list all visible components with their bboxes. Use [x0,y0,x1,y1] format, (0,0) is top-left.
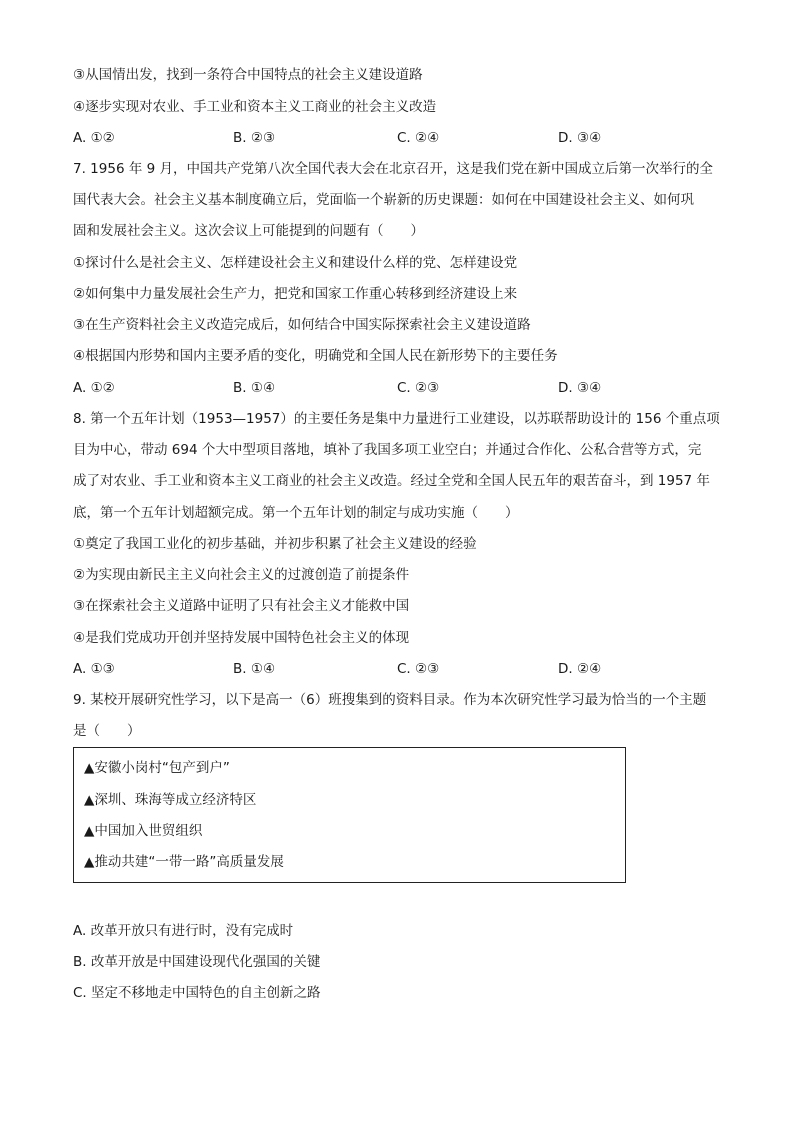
q7-option-c[interactable]: C. ②③ [397,380,440,396]
q6-option-c[interactable]: C. ②④ [397,130,440,146]
q8-stem-line-2: 目为中心，带动 694 个大中型项目落地，填补了我国多项工业空白；并通过合作化、公私合营等方式，完 [73,442,702,458]
q7-option-a[interactable]: A. ①② [73,380,115,396]
q6-item-3: ③从国情出发，找到一条符合中国特点的社会主义建设道路 [73,67,423,83]
q8-item-3: ③在探索社会主义道路中证明了只有社会主义才能救中国 [73,598,410,614]
q9-material-box [73,747,626,883]
q7-option-d[interactable]: D. ③④ [558,380,602,396]
q8-option-c[interactable]: C. ②③ [397,661,440,677]
q7-item-3: ③在生产资料社会主义改造完成后，如何结合中国实际探索社会主义建设道路 [73,317,531,333]
q9-option-b[interactable]: B. 改革开放是中国建设现代化强国的关键 [73,954,321,970]
q6-item-4: ④逐步实现对农业、手工业和资本主义工商业的社会主义改造 [73,99,437,115]
q8-item-1: ①奠定了我国工业化的初步基础，并初步积累了社会主义建设的经验 [73,536,477,552]
q9-stem-line-2: 是（ ） [73,723,141,739]
q9-material-item-3: ▲中国加入世贸组织 [84,823,203,839]
q8-item-2: ②为实现由新民主主义向社会主义的过渡创造了前提条件 [73,567,410,583]
q7-stem-line-1: 7. 1956 年 9 月，中国共产党第八次全国代表大会在北京召开，这是我们党在新中国成立后第一次举行的全 [73,161,713,177]
q9-option-c[interactable]: C. 坚定不移地走中国特色的自主创新之路 [73,985,321,1001]
q8-options [73,659,733,679]
q8-option-a[interactable]: A. ①③ [73,661,115,677]
q7-options [73,378,733,398]
q7-item-1: ①探讨什么是社会主义、怎样建设社会主义和建设什么样的党、怎样建设党 [73,255,518,271]
q7-option-b[interactable]: B. ①④ [233,380,276,396]
q7-stem-line-2: 国代表大会。社会主义基本制度确立后，党面临一个崭新的历史课题：如何在中国建设社会主义、如何巩 [73,192,694,208]
q8-stem-line-4: 底，第一个五年计划超额完成。第一个五年计划的制定与成功实施（ ） [73,505,519,521]
q8-option-b[interactable]: B. ①④ [233,661,276,677]
q6-option-d[interactable]: D. ③④ [558,130,602,146]
q8-stem-line-3: 成了对农业、手工业和资本主义工商业的社会主义改造。经过全党和全国人民五年的艰苦奋斗，到 1957 年 [73,473,710,489]
q9-option-a[interactable]: A. 改革开放只有进行时，没有完成时 [73,923,294,939]
q7-stem-line-3: 固和发展社会主义。这次会议上可能提到的问题有（ ） [73,223,424,239]
q7-item-2: ②如何集中力量发展社会生产力，把党和国家工作重心转移到经济建设上来 [73,286,518,302]
q8-option-d[interactable]: D. ②④ [558,661,602,677]
q9-material-item-4: ▲推动共建“一带一路”高质量发展 [84,854,284,870]
q6-option-b[interactable]: B. ②③ [233,130,276,146]
q8-stem-line-1: 8. 第一个五年计划（1953—1957）的主要任务是集中力量进行工业建设，以苏联帮助设计的 156 个重点项 [73,411,720,427]
q8-item-4: ④是我们党成功开创并坚持发展中国特色社会主义的体现 [73,630,410,646]
q7-item-4: ④根据国内形势和国内主要矛盾的变化，明确党和全国人民在新形势下的主要任务 [73,348,558,364]
q9-material-item-2: ▲深圳、珠海等成立经济特区 [84,792,257,808]
q6-options [73,128,733,148]
q6-option-a[interactable]: A. ①② [73,130,115,146]
q9-material-item-1: ▲安徽小岗村“包产到户” [84,760,230,776]
q9-stem-line-1: 9. 某校开展研究性学习，以下是高一（6）班搜集到的资料目录。作为本次研究性学习最为恰当的一个主题 [73,692,707,708]
